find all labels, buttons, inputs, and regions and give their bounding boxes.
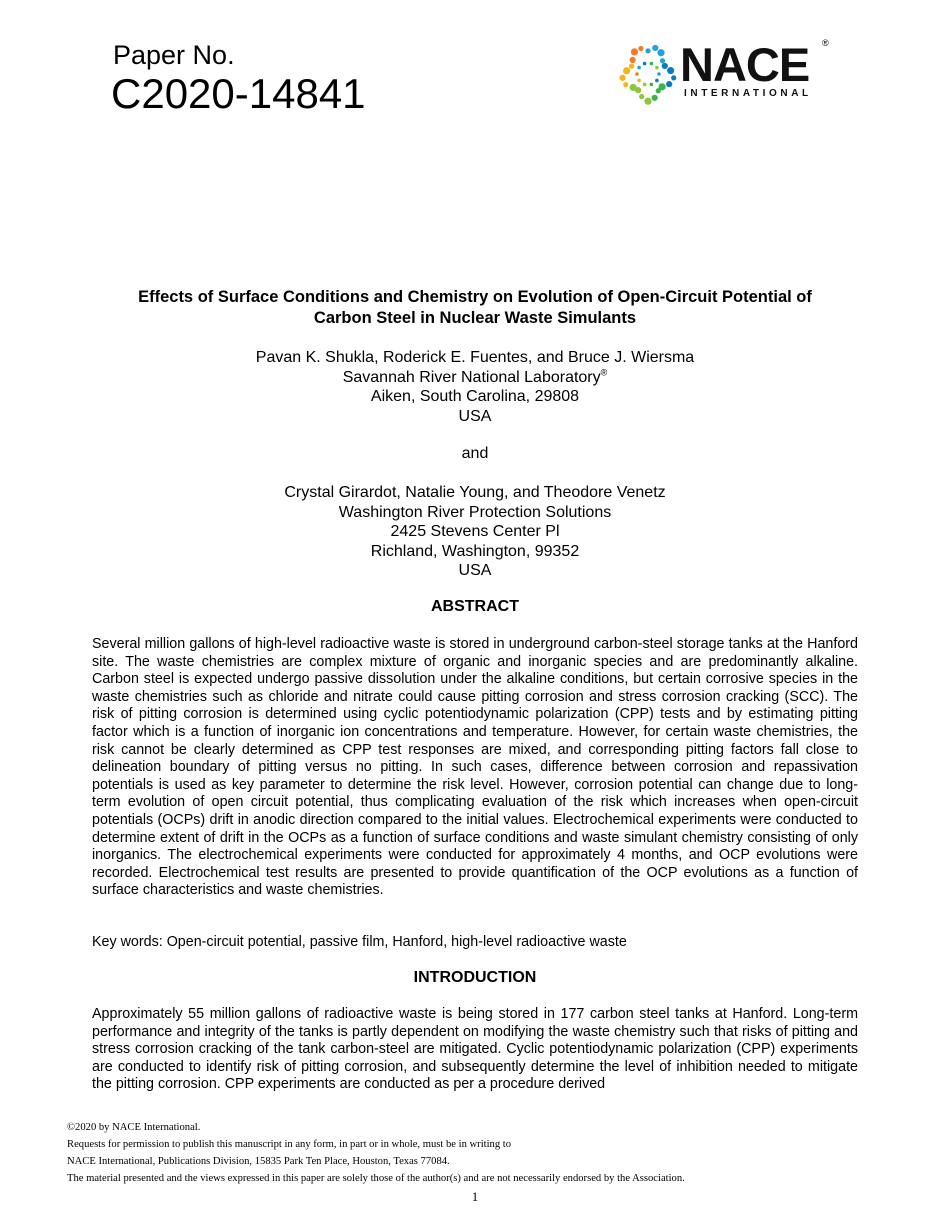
nace-emblem-icon (616, 42, 680, 108)
footer-address: NACE International, Publications Division, 15835 Park Ten Place, Houston, Texas 77084. (67, 1156, 450, 1167)
emblem-dot (630, 57, 636, 63)
emblem-dot (631, 48, 638, 55)
country-1: USA (458, 407, 492, 425)
emblem-dot (639, 94, 644, 99)
street-2: 2425 Stevens Center Pl (390, 523, 560, 540)
logo-subtitle: INTERNATIONAL (684, 88, 812, 99)
author-block-1 (60, 348, 890, 426)
emblem-dot (655, 66, 659, 70)
emblem-dot (645, 48, 650, 53)
emblem-dot (619, 75, 625, 81)
title-line-1: Effects of Surface Conditions and Chemistry on Evolution of Open-Circuit Potential of (138, 288, 812, 306)
emblem-dot (623, 82, 628, 87)
abstract-body: Several million gallons of high-level radioactive waste is stored in underground carbon-steel storage tanks at the Hanford site. The waste chemistries are complex mixture of organic and inorganic species and are predominantly alkaline. Carbon steel is expected undergo passive dissolution under the alkaline conditions, but certain corrosive species in the waste chemistries such as chloride and nitrate could cause pitting corrosion and stress corrosion cracking (SCC). The risk of pitting corrosion is determined using cyclic potentiodynamic polarization (CPP) tests and by estimating pitting factor which is a function of inorganic ion concentrations and temperature. However, for certain waste chemistries, the risk cannot be clearly determined as CPP test responses are mixed, and corresponding pitting factors fall close to delineation boundary of pitting versus no pitting. In such cases, difference between corrosion and repassivation potentials is used as key parameter to determine the risk level. However, corrosion potential can change due to long-term evolution of open circuit potential, thus complicating evaluation of the risk which increases when open-circuit potentials (OCPs) drift in anodic direction compared to the initial values. Electrochemical experiments were conducted to determine extent of drift in the OCPs as a function of surface conditions and waste simulant chemistry consisting of only inorganics. The electrochemical experiments were conducted for approximately 4 months, and OCP evolutions were recorded. Electrochemical test results are presented to provide quantification of the OCP evolutions as a function of surface characteristics and waste chemistries. (92, 636, 858, 899)
emblem-dot (667, 67, 674, 74)
nace-logo (616, 38, 836, 108)
footer-permission: Requests for permission to publish this manuscript in any form, in part or in whole, must be in writing to (67, 1139, 512, 1150)
emblem-dot (637, 66, 641, 70)
logo-registered-mark: ® (822, 38, 829, 48)
footer-disclaimer: The material presented and the views expressed in this paper are solely those of the author(s) and are not necessarily endorsed by the Association. (67, 1173, 685, 1184)
emblem-dot (635, 72, 639, 76)
and-separator: and (461, 445, 489, 462)
author-block-2 (60, 483, 890, 581)
emblem-dot (637, 79, 641, 83)
paper-id: C2020-14841 (111, 70, 366, 117)
affiliation-1: Savannah River National Laboratory® (342, 367, 608, 386)
emblem-dot (630, 84, 637, 91)
city-1: Aiken, South Carolina, 29808 (370, 388, 580, 405)
affiliation-2: Washington River Protection Solutions (338, 503, 612, 521)
emblem-dot (666, 81, 672, 87)
keywords: Key words: Open-circuit potential, passive film, Hanford, high-level radioactive waste (92, 934, 627, 950)
emblem-dot (656, 88, 661, 93)
logo-wordmark: NACE (680, 38, 810, 91)
country-2: USA (458, 562, 492, 579)
emblem-dot (643, 83, 647, 87)
introduction-heading: INTRODUCTION (413, 969, 537, 986)
emblem-dot (643, 62, 647, 66)
emblem-dot (650, 62, 654, 66)
emblem-dot (652, 45, 658, 51)
paper-number-label: Paper No. (113, 40, 235, 70)
city-2: Richland, Washington, 99352 (370, 542, 580, 560)
emblem-dot (655, 79, 659, 83)
emblem-dot (629, 64, 634, 69)
emblem-dot (623, 67, 630, 74)
emblem-dot (650, 83, 654, 87)
author-names-2: Crystal Girardot, Natalie Young, and Theodore Venetz (284, 484, 666, 501)
registered-mark: ® (600, 367, 608, 378)
paper-title (60, 287, 890, 329)
emblem-dot (644, 98, 651, 105)
emblem-dot (660, 58, 665, 63)
emblem-dot (657, 72, 661, 76)
emblem-dot (638, 46, 643, 51)
author-names-1: Pavan K. Shukla, Roderick E. Fuentes, and Bruce J. Wiersma (255, 349, 695, 366)
page-number: 1 (471, 1189, 479, 1204)
emblem-dot (662, 63, 668, 69)
title-line-2: Carbon Steel in Nuclear Waste Simulants (313, 309, 637, 327)
emblem-dot (652, 95, 658, 101)
introduction-body: Approximately 55 million gallons of radioactive waste is being stored in 177 carbon steel tanks at Hanford. Long-term performance and integrity of the tanks is partly dependent on modifying the waste chemistry such that risks of pitting and stress corrosion cracking of the tank carbon-steel are mitigated. Cyclic potentiodynamic polarization (CPP) experiments are conducted to identify risk of pitting corrosion, and subsequently determine the level of inhibition needed to mitigate the pitting corrosion. CPP experiments are conducted as per a procedure derived (92, 1006, 858, 1093)
emblem-dot (657, 49, 664, 56)
abstract-heading: ABSTRACT (431, 598, 519, 615)
emblem-dot (671, 75, 676, 80)
copyright-footer (67, 1119, 685, 1187)
footer-copyright: ©2020 by NACE International. (67, 1122, 201, 1133)
